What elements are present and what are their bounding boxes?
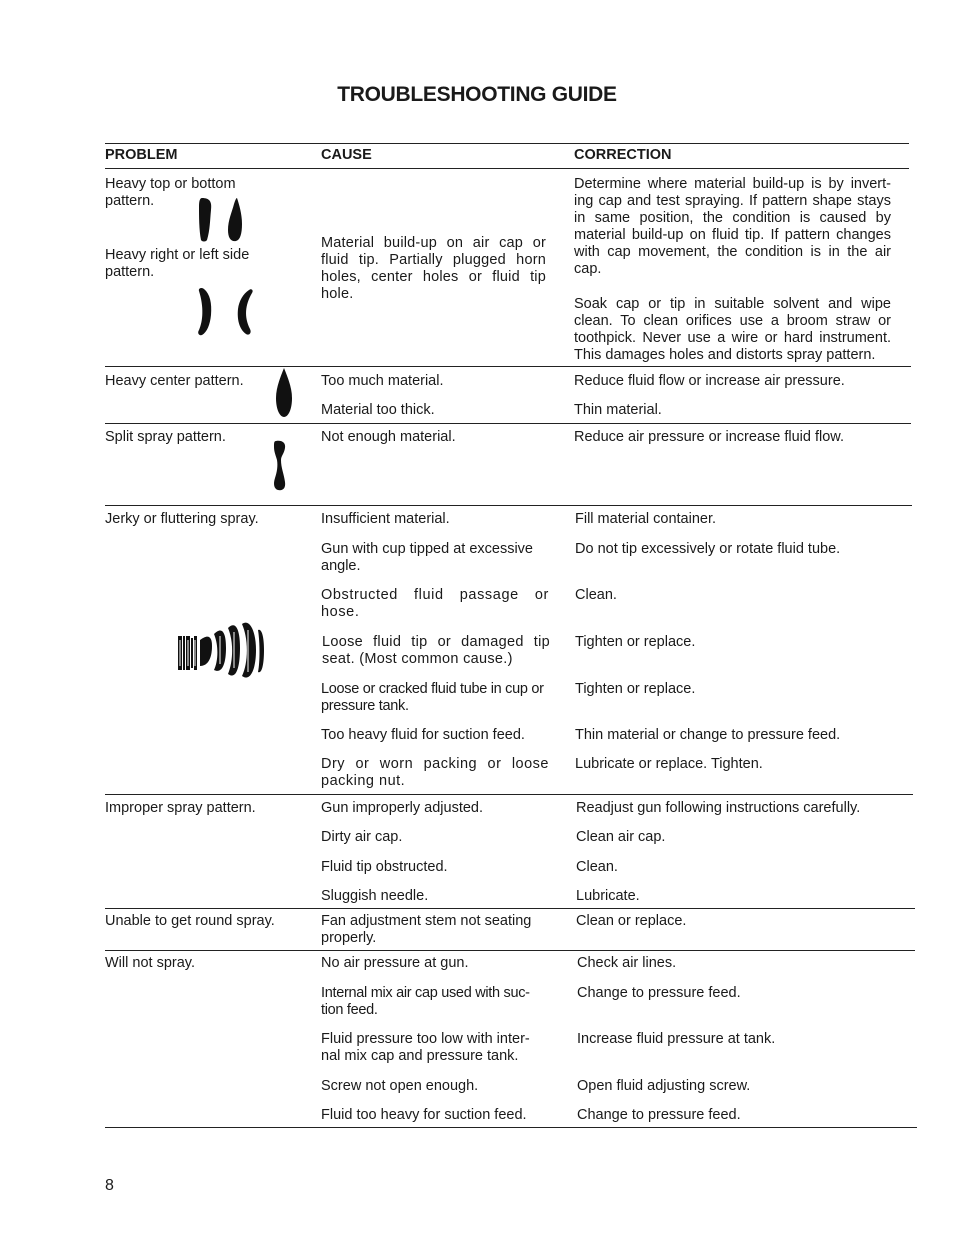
problem-improper-pattern: Improper spray pattern. [105, 800, 256, 816]
correction-determine-buildup: Determine where material build-up is by invert- ing cap and test spraying. If pattern shape stays in same position, the condition is caused by material build-up on fluid tip. If pattern changes with cap movement, the condition is in the air cap. [574, 176, 891, 277]
table-bottom-rule [105, 1127, 917, 1128]
header-cause: CAUSE [321, 147, 372, 163]
heavy-center-pattern-icon [274, 368, 294, 418]
page-title: TROUBLESHOOTING GUIDE [337, 83, 617, 106]
cause-fan-stem: Fan adjustment stem not seating properly. [321, 913, 532, 946]
cause-sluggish-needle: Sluggish needle. [321, 888, 429, 904]
cause-worn-packing: Dry or worn packing or loose packing nut. [321, 756, 549, 789]
correction-clean-air-cap: Clean air cap. [576, 829, 666, 845]
correction-reduce-fluid-flow: Reduce fluid flow or increase air pressure. [574, 373, 845, 389]
correction-tighten-replace-1: Tighten or replace. [575, 634, 696, 650]
correction-do-not-tip: Do not tip excessively or rotate fluid tube. [575, 541, 841, 557]
cause-not-enough-material: Not enough material. [321, 429, 456, 445]
correction-lubricate: Lubricate. [576, 888, 640, 904]
cause-material-buildup: Material build-up on air cap or fluid tip. Partially plugged horn holes, center holes or fluid tip hole. [321, 235, 546, 302]
problem-heavy-center: Heavy center pattern. [105, 373, 244, 389]
cause-fluid-tip-obstructed: Fluid tip obstructed. [321, 859, 448, 875]
problem-split-spray: Split spray pattern. [105, 429, 226, 445]
correction-clean-tip: Clean. [576, 859, 618, 875]
correction-increase-fluid-pressure: Increase fluid pressure at tank. [577, 1031, 776, 1047]
header-rule [105, 168, 909, 169]
problem-heavy-top-bottom: Heavy top or bottom pattern. [105, 176, 236, 209]
correction-thin-material: Thin material. [574, 402, 662, 418]
row-rule-2 [105, 423, 911, 424]
fluttering-spray-pattern-icon [178, 622, 264, 680]
row-rule-1 [105, 366, 911, 367]
row-rule-3 [105, 505, 912, 506]
cause-fluid-pressure-low: Fluid pressure too low with inter- nal mix cap and pressure tank. [321, 1031, 530, 1064]
cause-cracked-fluid-tube: Loose or cracked fluid tube in cup or pressure tank. [321, 681, 544, 714]
cause-gun-improperly-adjusted: Gun improperly adjusted. [321, 800, 483, 816]
cause-obstructed-passage: Obstructed fluid passage or hose. [321, 587, 549, 620]
correction-readjust-gun: Readjust gun following instructions carefully. [576, 800, 861, 816]
problem-will-not-spray: Will not spray. [105, 955, 195, 971]
cause-too-much-material: Too much material. [321, 373, 444, 389]
cause-fluid-too-heavy: Fluid too heavy for suction feed. [321, 1107, 527, 1123]
row-rule-6 [105, 950, 915, 951]
cause-material-too-thick: Material too thick. [321, 402, 435, 418]
row-rule-5 [105, 908, 915, 909]
cause-insufficient-material: Insufficient material. [321, 511, 450, 527]
correction-reduce-air-pressure: Reduce air pressure or increase fluid flow. [574, 429, 844, 445]
heavy-top-bottom-pattern-icon [196, 196, 246, 244]
heavy-right-left-pattern-icon [196, 287, 254, 337]
correction-fill-container: Fill material container. [575, 511, 717, 527]
correction-clean: Clean. [575, 587, 617, 603]
problem-no-round-spray: Unable to get round spray. [105, 913, 275, 929]
row-rule-4 [105, 794, 913, 795]
correction-open-adjusting-screw: Open fluid adjusting screw. [577, 1078, 751, 1094]
correction-change-pressure-feed-1: Change to pressure feed. [577, 985, 741, 1001]
correction-tighten-replace-2: Tighten or replace. [575, 681, 696, 697]
cause-heavy-fluid-suction: Too heavy fluid for suction feed. [321, 727, 525, 743]
page-number: 8 [105, 1177, 114, 1194]
cause-cup-tipped: Gun with cup tipped at excessive angle. [321, 541, 533, 574]
correction-change-pressure-feed-2: Change to pressure feed. [577, 1107, 741, 1123]
correction-thin-or-pressure: Thin material or change to pressure feed. [575, 727, 841, 743]
correction-clean-or-replace: Clean or replace. [576, 913, 687, 929]
table-top-rule [105, 143, 909, 144]
header-correction: CORRECTION [574, 147, 672, 163]
cause-screw-not-open: Screw not open enough. [321, 1078, 479, 1094]
problem-heavy-right-left: Heavy right or left side pattern. [105, 247, 250, 280]
problem-jerky-spray: Jerky or fluttering spray. [105, 511, 259, 527]
header-problem: PROBLEM [105, 147, 178, 163]
split-spray-pattern-icon [272, 440, 288, 492]
correction-soak-cap: Soak cap or tip in suitable solvent and wipe clean. To clean orifices use a broom straw or toothpick. Never use a wire or hard instrument. This damages holes and distorts spray pattern. [574, 296, 891, 363]
cause-internal-mix-cap: Internal mix air cap used with suc- tion feed. [321, 985, 530, 1018]
correction-lubricate-tighten: Lubricate or replace. Tighten. [575, 756, 763, 772]
cause-dirty-air-cap: Dirty air cap. [321, 829, 403, 845]
correction-check-air-lines: Check air lines. [577, 955, 677, 971]
cause-no-air-pressure: No air pressure at gun. [321, 955, 469, 971]
cause-loose-fluid-tip: Loose fluid tip or damaged tip seat. (Most common cause.) [322, 634, 550, 667]
